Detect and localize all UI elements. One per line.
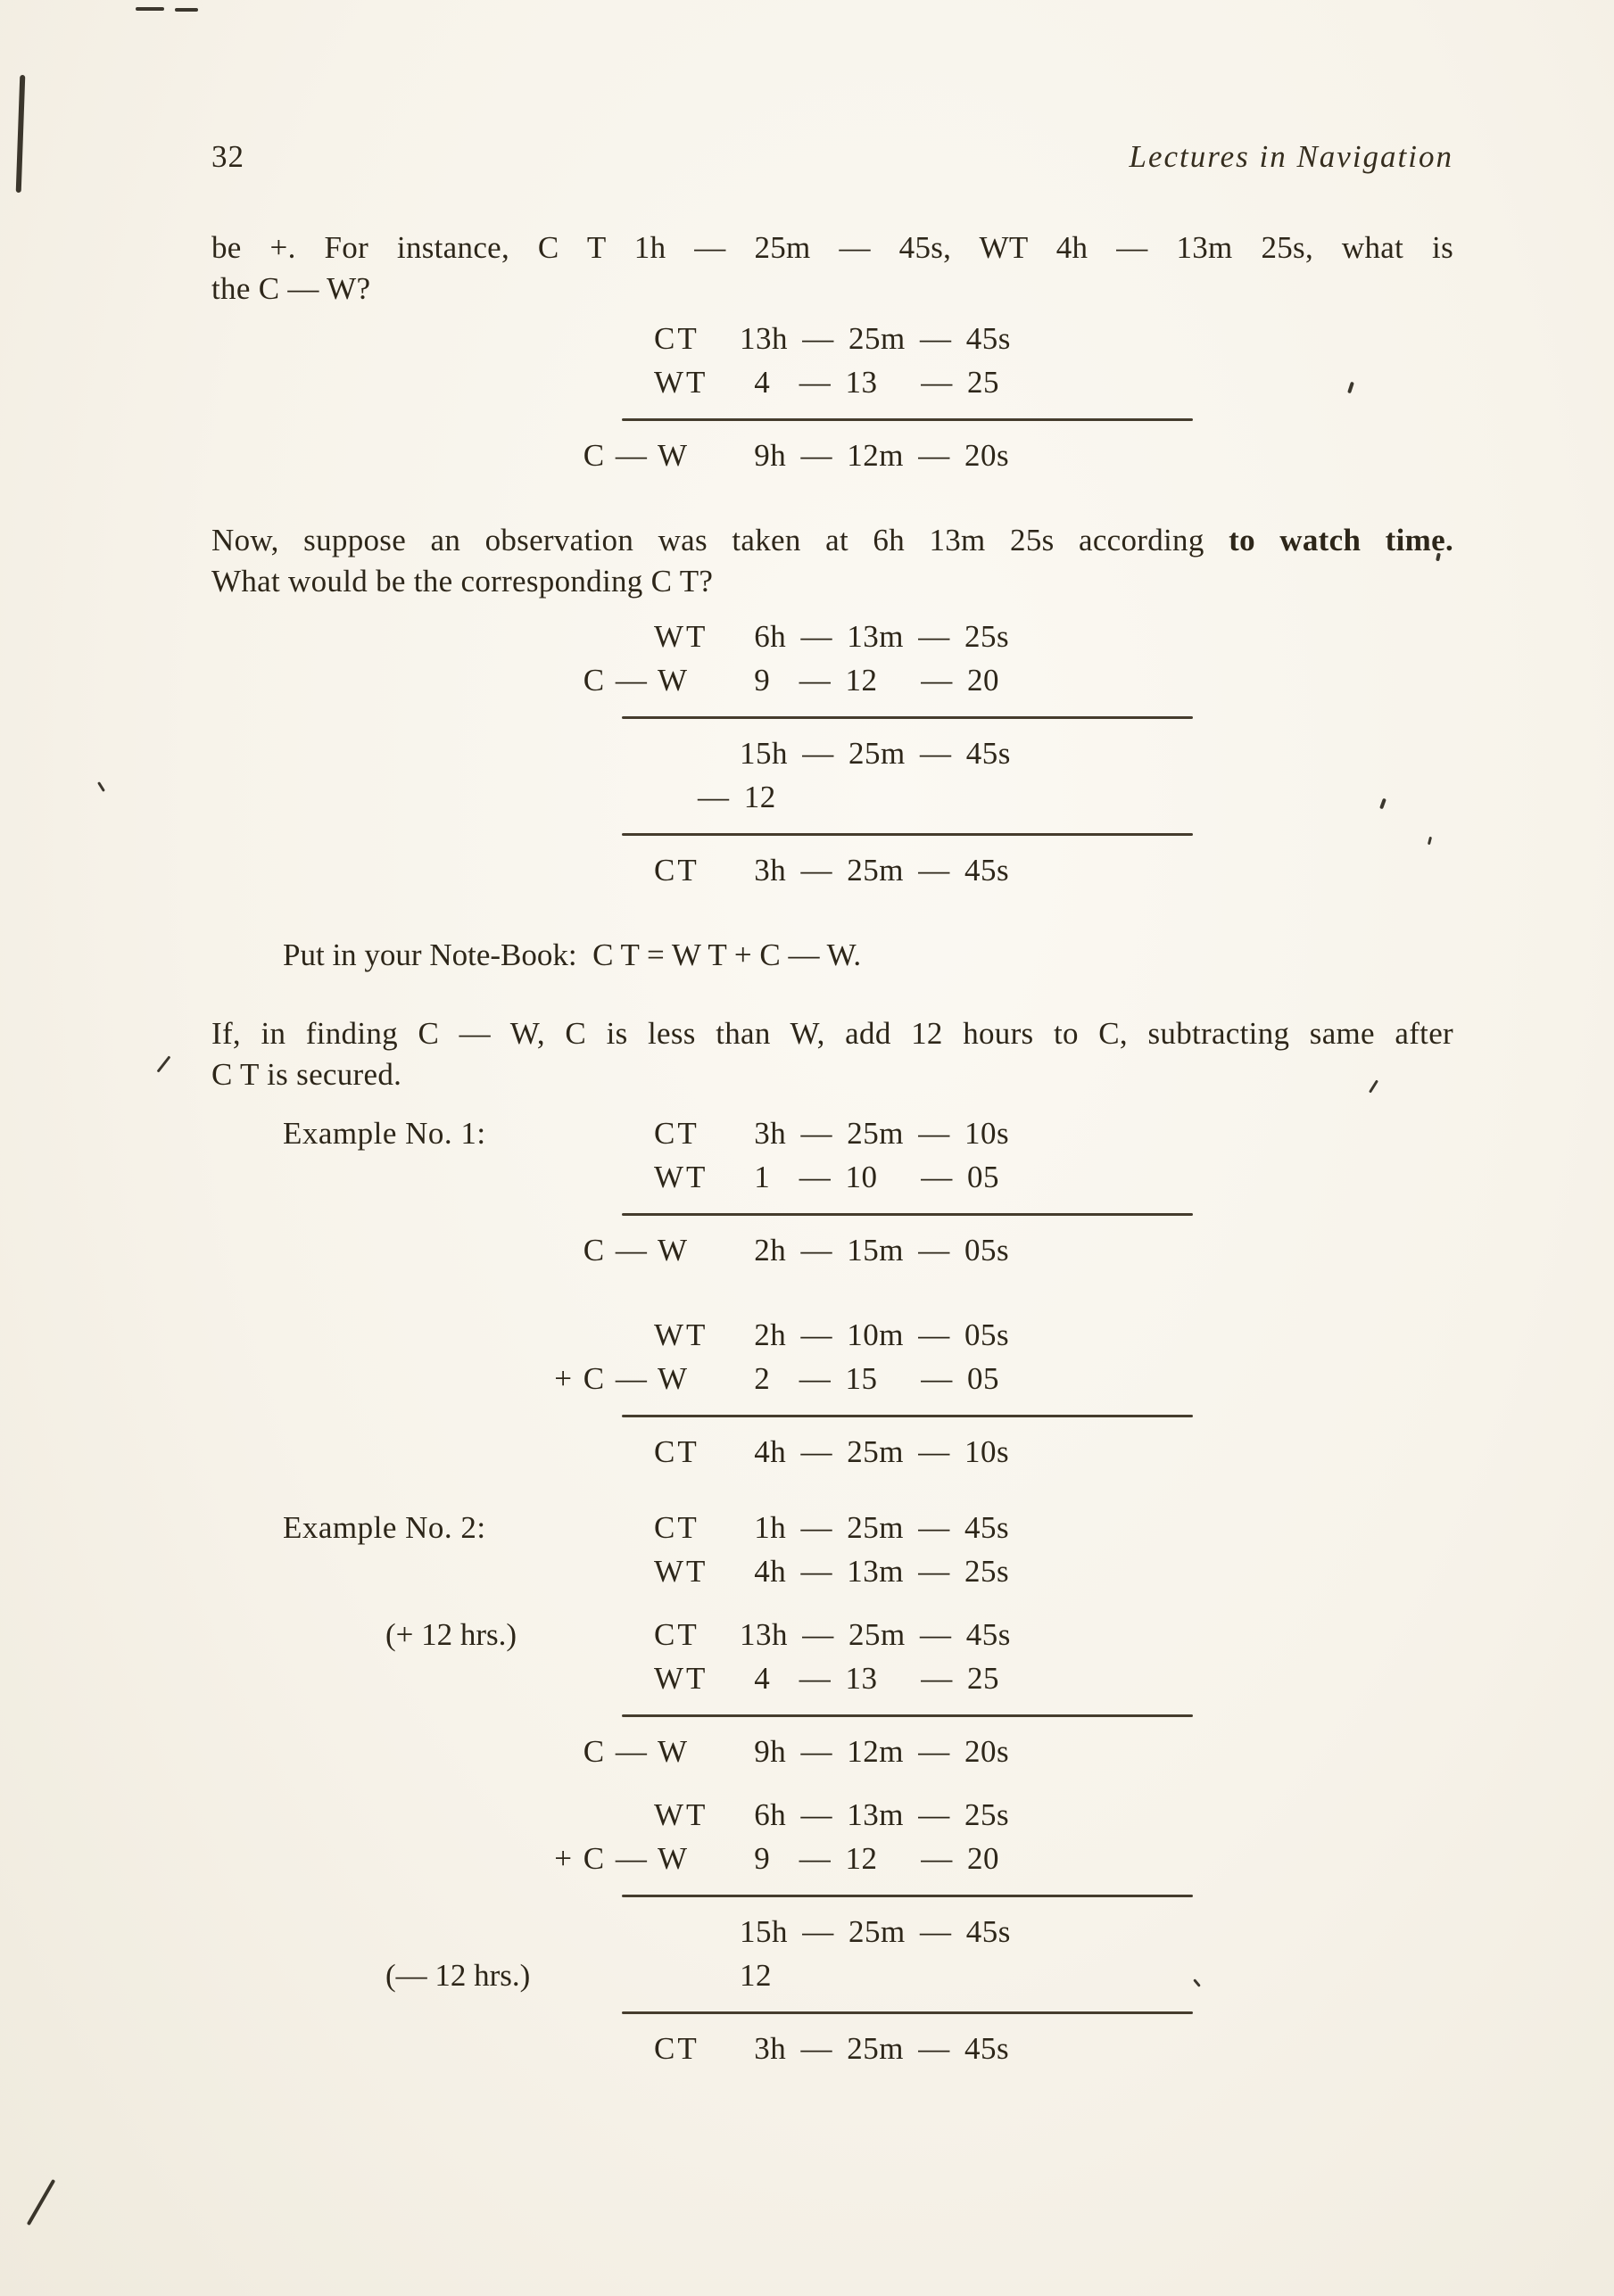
- paragraph-rule: [211, 1013, 1453, 1095]
- operator-label: C — W: [583, 438, 687, 473]
- calc-row: [211, 1549, 1453, 1593]
- time-label: WT: [654, 1160, 708, 1194]
- text-line: If, in finding C — W, C is less than W, add 12 hours to C, subtracting same after: [211, 1016, 1453, 1051]
- text-line: the C — W?: [211, 271, 371, 306]
- time-label: CT: [654, 1510, 699, 1545]
- time-label: WT: [654, 1797, 708, 1832]
- time-value: 3h — 25m — 45s: [740, 853, 1010, 888]
- calc-row: [211, 1656, 1453, 1700]
- time-value: 12: [740, 1958, 772, 1993]
- calc-row: [211, 1910, 1453, 1953]
- paragraph-intro: [211, 227, 1453, 310]
- scan-artifact: [27, 2179, 55, 2226]
- calc-row: [211, 1155, 1453, 1199]
- scan-artifact: [136, 7, 164, 11]
- calc-row: [211, 360, 1453, 404]
- time-value: 6h — 13m — 25s: [740, 1797, 1010, 1832]
- time-label: WT: [654, 1661, 708, 1696]
- time-value: 9h — 12m — 20s: [740, 1734, 1010, 1769]
- calc-row: [211, 2027, 1453, 2070]
- text-line: [211, 520, 1453, 561]
- time-value: 2 — 15 — 05: [740, 1361, 999, 1396]
- calc-row: [211, 317, 1453, 360]
- time-value: — 12: [698, 780, 776, 814]
- time-value: 4h — 13m — 25s: [740, 1554, 1010, 1589]
- time-value: 2h — 10m — 05s: [740, 1317, 1010, 1352]
- time-label: WT: [654, 365, 708, 400]
- time-value: 4 — 13 — 25: [740, 365, 999, 400]
- operator-label: C — W: [583, 1734, 687, 1769]
- calc-row: [211, 1793, 1453, 1837]
- sum-rule: [622, 1415, 1193, 1417]
- example-2-block: [211, 1506, 1453, 2070]
- time-label: CT: [654, 1617, 699, 1652]
- time-label: WT: [654, 619, 708, 654]
- calc-block-wt-plus-cw: [211, 615, 1453, 892]
- calc-row: [211, 1111, 1453, 1155]
- sum-rule: [622, 2011, 1193, 2014]
- text-line: be +. For instance, C T 1h — 25m — 45s, WT 4h — 13m 25s, what is: [211, 230, 1453, 265]
- paragraph-observation: [211, 520, 1453, 602]
- calc-row: [211, 1357, 1453, 1400]
- time-value: 3h — 25m — 45s: [740, 2031, 1010, 2066]
- operator-label: C — W: [583, 1233, 687, 1268]
- time-value: 2h — 15m — 05s: [740, 1233, 1010, 1268]
- calc-row: [211, 615, 1453, 658]
- text-line: What would be the corresponding C T?: [211, 564, 714, 599]
- calc-block-ct-minus-wt: [211, 317, 1453, 477]
- example-label: Example No. 2:: [283, 1510, 486, 1545]
- calc-row: [211, 731, 1453, 775]
- sum-rule: [622, 1714, 1193, 1717]
- time-value: 15h — 25m — 45s: [740, 736, 1011, 771]
- operator-label: + C — W: [554, 1841, 687, 1876]
- page-number: 32: [211, 139, 244, 174]
- calc-row: [211, 848, 1453, 892]
- hours-adjust-label: (+ 12 hrs.): [385, 1617, 517, 1652]
- time-value: 6h — 13m — 25s: [740, 619, 1010, 654]
- sum-rule: [622, 418, 1193, 421]
- scan-artifact: [16, 75, 26, 193]
- notebook-instruction: Put in your Note-Book: C T = W T + C — W.: [283, 937, 862, 972]
- time-label: WT: [654, 1317, 708, 1352]
- page-header: [211, 138, 1453, 176]
- sum-rule: [622, 1895, 1193, 1897]
- time-value: 9 — 12 — 20: [740, 663, 999, 698]
- text-line: C T is secured.: [211, 1057, 402, 1092]
- time-label: CT: [654, 853, 699, 888]
- calc-row: [211, 1730, 1453, 1773]
- calc-row: [211, 775, 1453, 819]
- example-1-block: [211, 1111, 1453, 1474]
- calc-row: [211, 1837, 1453, 1880]
- example-label: Example No. 1:: [283, 1116, 486, 1151]
- calc-row: [211, 1506, 1453, 1549]
- time-value: 1 — 10 — 05: [740, 1160, 999, 1194]
- calc-row: [211, 658, 1453, 702]
- time-value: 15h — 25m — 45s: [740, 1914, 1011, 1949]
- time-value: 13h — 25m — 45s: [740, 321, 1011, 356]
- calc-row: [211, 434, 1453, 477]
- calc-row: [211, 1953, 1453, 1997]
- time-label: CT: [654, 2031, 699, 2066]
- time-label: CT: [654, 1434, 699, 1469]
- operator-label: + C — W: [554, 1361, 687, 1396]
- time-value: 9 — 12 — 20: [740, 1841, 999, 1876]
- calc-row: [211, 1313, 1453, 1357]
- sum-rule: [622, 716, 1193, 719]
- time-value: 9h — 12m — 20s: [740, 438, 1010, 473]
- scan-artifact: [175, 8, 198, 12]
- running-title: Lectures in Navigation: [1129, 139, 1453, 174]
- time-label: CT: [654, 1116, 699, 1151]
- calc-row: [211, 1613, 1453, 1656]
- time-value: 4h — 25m — 10s: [740, 1434, 1010, 1469]
- time-label: CT: [654, 321, 699, 356]
- scan-artifact: [157, 1055, 171, 1072]
- page-content: [211, 138, 1453, 2070]
- text-segment-bold: to watch time.: [1229, 523, 1453, 557]
- time-value: 1h — 25m — 45s: [740, 1510, 1010, 1545]
- sum-rule: [622, 1213, 1193, 1216]
- operator-label: C — W: [583, 663, 687, 698]
- text-segment: Now, suppose an observation was taken at 6h 13m 25s according: [211, 523, 1229, 557]
- time-value: 13h — 25m — 45s: [740, 1617, 1011, 1652]
- sum-rule: [622, 833, 1193, 836]
- calc-row: [211, 1430, 1453, 1474]
- scan-artifact: [97, 781, 105, 792]
- time-value: 3h — 25m — 10s: [740, 1116, 1010, 1151]
- time-label: WT: [654, 1554, 708, 1589]
- calc-row: [211, 1228, 1453, 1272]
- time-value: 4 — 13 — 25: [740, 1661, 999, 1696]
- hours-adjust-label: (— 12 hrs.): [385, 1958, 531, 1993]
